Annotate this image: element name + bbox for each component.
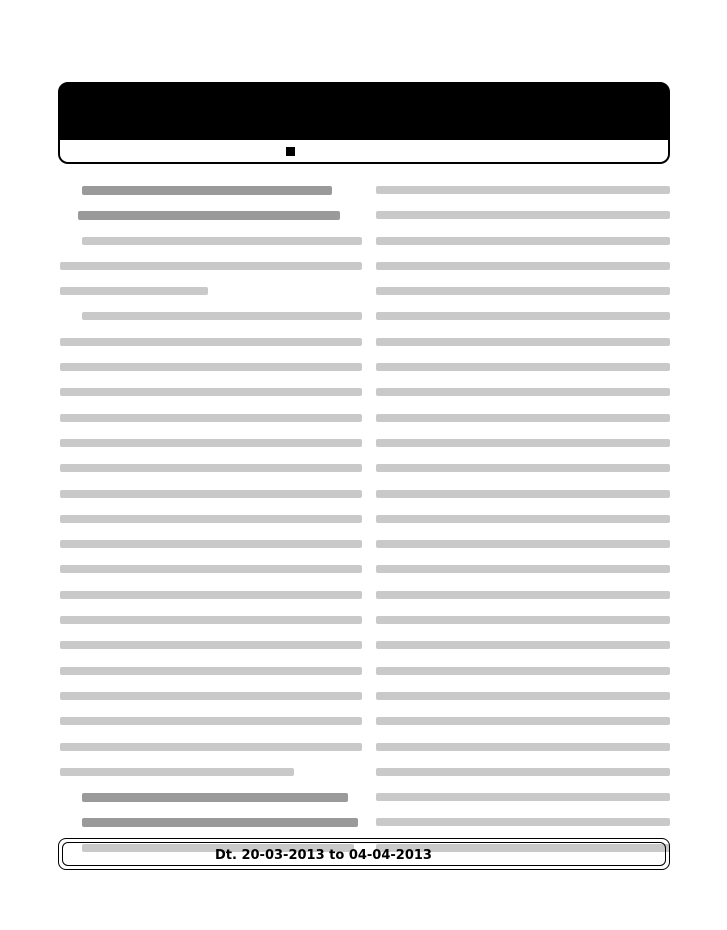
- text-line: [60, 735, 362, 760]
- text-line: [376, 229, 670, 254]
- text-line: [376, 456, 670, 481]
- text-line: [60, 532, 362, 557]
- author-strip: [58, 140, 670, 164]
- left-column: [60, 178, 362, 861]
- text-line: [376, 557, 670, 582]
- text-line: [60, 482, 362, 507]
- text-line: [60, 203, 362, 228]
- page-footer: [58, 838, 670, 870]
- text-line: [376, 583, 670, 608]
- text-line: [60, 355, 362, 380]
- text-line: [376, 659, 670, 684]
- text-line: [60, 229, 362, 254]
- text-line: [60, 406, 362, 431]
- text-line: [60, 709, 362, 734]
- text-line: [376, 406, 670, 431]
- text-line: [376, 633, 670, 658]
- issue-dates: Dt. 20-03-2013 to 04-04-2013: [215, 848, 432, 863]
- text-line: [376, 507, 670, 532]
- text-line: [60, 431, 362, 456]
- text-line: [60, 254, 362, 279]
- text-line: [60, 380, 362, 405]
- text-line: [60, 456, 362, 481]
- text-line: [376, 380, 670, 405]
- text-line: [376, 254, 670, 279]
- text-line: [60, 785, 362, 810]
- text-line: [376, 810, 670, 835]
- text-line: [376, 608, 670, 633]
- bullet-square-icon: [286, 147, 295, 156]
- text-line: [60, 330, 362, 355]
- text-line: [60, 810, 362, 835]
- text-line: [60, 279, 362, 304]
- text-line: [376, 279, 670, 304]
- text-line: [60, 608, 362, 633]
- text-line: [376, 684, 670, 709]
- right-column: [376, 178, 670, 861]
- text-line: [376, 482, 670, 507]
- text-line: [376, 785, 670, 810]
- text-line: [376, 304, 670, 329]
- text-line: [60, 304, 362, 329]
- text-line: [60, 557, 362, 582]
- title-band: [58, 82, 670, 140]
- text-line: [376, 709, 670, 734]
- text-line: [60, 178, 362, 203]
- text-line: [60, 583, 362, 608]
- text-line: [376, 178, 670, 203]
- text-line: [60, 633, 362, 658]
- text-line: [376, 735, 670, 760]
- text-line: [60, 760, 362, 785]
- text-line: [376, 532, 670, 557]
- text-line: [60, 659, 362, 684]
- text-line: [60, 507, 362, 532]
- text-line: [376, 355, 670, 380]
- text-line: [376, 330, 670, 355]
- text-line: [376, 203, 670, 228]
- text-line: [60, 684, 362, 709]
- footer-inner-border: [62, 842, 666, 866]
- text-line: [376, 431, 670, 456]
- text-line: [376, 760, 670, 785]
